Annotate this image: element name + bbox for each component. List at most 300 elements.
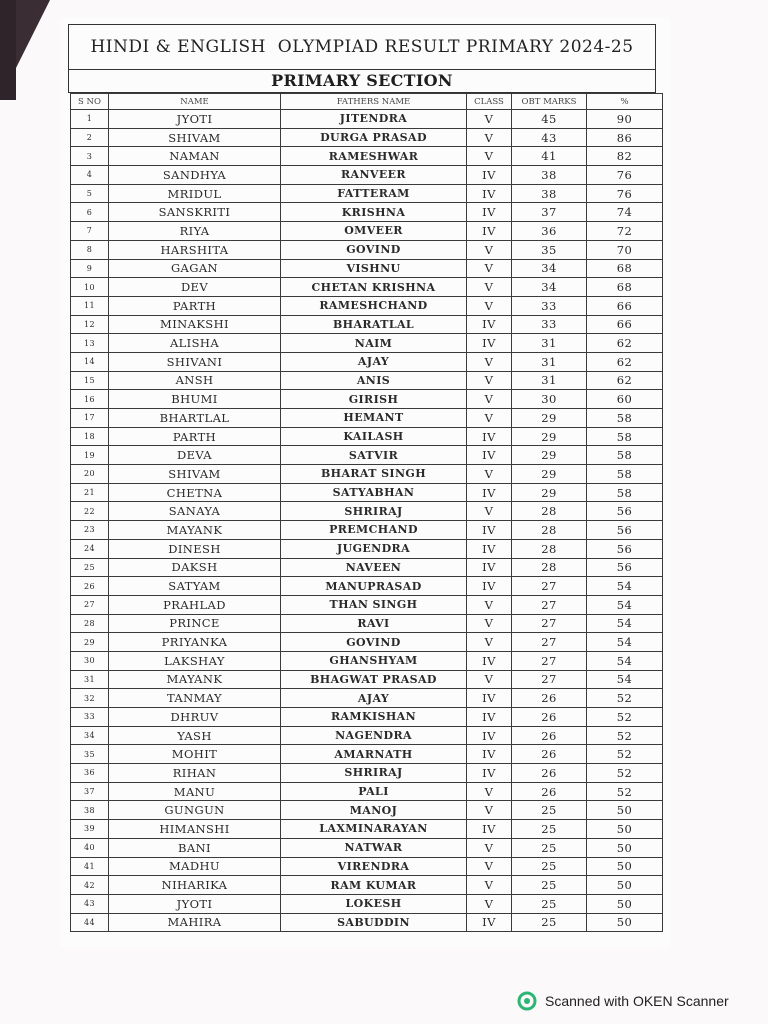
cell-father-name: JUGENDRA [281,539,467,558]
table-row [71,726,663,745]
cell-name: BHUMI [109,390,281,409]
cell-sno: 20 [71,465,109,484]
cell-percentage: 68 [587,278,663,297]
cell-sno: 33 [71,708,109,727]
table-row [71,820,663,839]
cell-sno: 2 [71,128,109,147]
table-row [71,633,663,652]
cell-percentage: 52 [587,782,663,801]
cell-percentage: 56 [587,558,663,577]
cell-class: V [467,465,512,484]
table-row [71,876,663,895]
cell-obtained-marks: 25 [512,820,587,839]
table-row [71,409,663,428]
cell-class: V [467,614,512,633]
cell-obtained-marks: 35 [512,240,587,259]
cell-father-name: PREMCHAND [281,521,467,540]
table-row [71,764,663,783]
cell-sno: 11 [71,296,109,315]
cell-sno: 34 [71,726,109,745]
cell-father-name: RAM KUMAR [281,876,467,895]
table-row [71,558,663,577]
table-row [71,128,663,147]
cell-obtained-marks: 37 [512,203,587,222]
cell-name: MRIDUL [109,184,281,203]
cell-percentage: 58 [587,465,663,484]
cell-obtained-marks: 43 [512,128,587,147]
cell-father-name: KRISHNA [281,203,467,222]
cell-sno: 28 [71,614,109,633]
table-row [71,595,663,614]
header-name: NAME [109,94,281,110]
cell-father-name: SABUDDIN [281,913,467,932]
table-row [71,184,663,203]
cell-percentage: 58 [587,427,663,446]
cell-sno: 13 [71,334,109,353]
cell-obtained-marks: 25 [512,894,587,913]
cell-sno: 24 [71,539,109,558]
cell-sno: 12 [71,315,109,334]
cell-father-name: HEMANT [281,409,467,428]
cell-sno: 41 [71,857,109,876]
cell-obtained-marks: 28 [512,539,587,558]
cell-father-name: OMVEER [281,222,467,241]
cell-sno: 44 [71,913,109,932]
table-row [71,689,663,708]
cell-percentage: 52 [587,745,663,764]
cell-sno: 3 [71,147,109,166]
cell-class: V [467,371,512,390]
table-row [71,521,663,540]
cell-class: IV [467,651,512,670]
table-row [71,334,663,353]
cell-class: V [467,801,512,820]
cell-name: MANU [109,782,281,801]
header-class: CLASS [467,94,512,110]
cell-name: MINAKSHI [109,315,281,334]
cell-father-name: SATYABHAN [281,483,467,502]
table-row [71,651,663,670]
cell-father-name: KAILASH [281,427,467,446]
cell-father-name: GOVIND [281,240,467,259]
cell-name: SANDHYA [109,166,281,185]
table-row [71,894,663,913]
cell-name: PARTH [109,427,281,446]
cell-name: MADHU [109,857,281,876]
cell-sno: 15 [71,371,109,390]
cell-class: IV [467,483,512,502]
cell-father-name: NAIM [281,334,467,353]
cell-name: DAKSH [109,558,281,577]
cell-father-name: NAGENDRA [281,726,467,745]
cell-name: MAYANK [109,521,281,540]
cell-father-name: PALI [281,782,467,801]
cell-father-name: RAVI [281,614,467,633]
table-row [71,838,663,857]
cell-percentage: 60 [587,390,663,409]
cell-percentage: 52 [587,708,663,727]
cell-name: ALISHA [109,334,281,353]
cell-obtained-marks: 33 [512,296,587,315]
cell-class: IV [467,726,512,745]
cell-sno: 10 [71,278,109,297]
cell-name: DEV [109,278,281,297]
cell-class: V [467,296,512,315]
cell-class: IV [467,334,512,353]
cell-class: IV [467,820,512,839]
cell-obtained-marks: 25 [512,913,587,932]
cell-percentage: 54 [587,595,663,614]
cell-father-name: MANUPRASAD [281,577,467,596]
cell-class: IV [467,913,512,932]
table-row [71,446,663,465]
table-row [71,577,663,596]
table-row [71,240,663,259]
cell-class: V [467,782,512,801]
cell-percentage: 76 [587,166,663,185]
cell-obtained-marks: 29 [512,427,587,446]
cell-obtained-marks: 31 [512,371,587,390]
cell-percentage: 54 [587,633,663,652]
cell-percentage: 72 [587,222,663,241]
cell-percentage: 54 [587,651,663,670]
cell-class: V [467,147,512,166]
cell-class: IV [467,427,512,446]
cell-percentage: 76 [587,184,663,203]
cell-name: PARTH [109,296,281,315]
cell-obtained-marks: 27 [512,577,587,596]
cell-percentage: 50 [587,894,663,913]
table-row [71,801,663,820]
cell-name: RIHAN [109,764,281,783]
cell-father-name: GIRISH [281,390,467,409]
cell-class: V [467,670,512,689]
cell-class: IV [467,184,512,203]
cell-class: V [467,633,512,652]
cell-percentage: 58 [587,483,663,502]
cell-percentage: 50 [587,857,663,876]
cell-obtained-marks: 27 [512,633,587,652]
table-row [71,296,663,315]
cell-percentage: 66 [587,315,663,334]
cell-father-name: RANVEER [281,166,467,185]
cell-class: V [467,894,512,913]
cell-name: LAKSHAY [109,651,281,670]
cell-name: NIHARIKA [109,876,281,895]
cell-name: DEVA [109,446,281,465]
cell-percentage: 82 [587,147,663,166]
table-row [71,352,663,371]
cell-name: HARSHITA [109,240,281,259]
cell-sno: 6 [71,203,109,222]
document-title [68,24,656,70]
table-row [71,110,663,129]
cell-percentage: 62 [587,371,663,390]
table-row [71,708,663,727]
table-row [71,222,663,241]
cell-percentage: 54 [587,614,663,633]
cell-class: V [467,390,512,409]
cell-obtained-marks: 29 [512,446,587,465]
cell-sno: 40 [71,838,109,857]
cell-class: IV [467,521,512,540]
cell-sno: 16 [71,390,109,409]
cell-sno: 43 [71,894,109,913]
cell-obtained-marks: 26 [512,726,587,745]
cell-class: IV [467,558,512,577]
table-row [71,371,663,390]
cell-class: V [467,352,512,371]
cell-name: SHIVAM [109,128,281,147]
result-table [70,93,663,932]
cell-name: BHARTLAL [109,409,281,428]
cell-percentage: 50 [587,820,663,839]
cell-obtained-marks: 25 [512,801,587,820]
cell-class: V [467,110,512,129]
cell-name: RIYA [109,222,281,241]
cell-sno: 19 [71,446,109,465]
table-row [71,259,663,278]
cell-name: MAYANK [109,670,281,689]
cell-name: GUNGUN [109,801,281,820]
cell-obtained-marks: 26 [512,708,587,727]
cell-class: IV [467,446,512,465]
cell-class: V [467,857,512,876]
cell-obtained-marks: 27 [512,595,587,614]
cell-obtained-marks: 31 [512,352,587,371]
table-row [71,147,663,166]
header-sno: S NO [71,94,109,110]
cell-class: V [467,409,512,428]
cell-percentage: 90 [587,110,663,129]
cell-sno: 17 [71,409,109,428]
cell-percentage: 86 [587,128,663,147]
cell-class: IV [467,745,512,764]
cell-obtained-marks: 38 [512,184,587,203]
cell-sno: 42 [71,876,109,895]
cell-sno: 38 [71,801,109,820]
scanner-watermark-text: Scanned with OKEN Scanner [545,993,729,1009]
table-body [71,110,663,932]
cell-name: SHIVANI [109,352,281,371]
cell-percentage: 50 [587,838,663,857]
cell-sno: 8 [71,240,109,259]
cell-father-name: SATVIR [281,446,467,465]
cell-obtained-marks: 33 [512,315,587,334]
cell-name: SHIVAM [109,465,281,484]
cell-class: V [467,838,512,857]
table-row [71,203,663,222]
cell-father-name: FATTERAM [281,184,467,203]
cell-percentage: 56 [587,502,663,521]
cell-class: IV [467,689,512,708]
cell-sno: 21 [71,483,109,502]
cell-father-name: LOKESH [281,894,467,913]
cell-sno: 4 [71,166,109,185]
cell-sno: 5 [71,184,109,203]
cell-class: IV [467,539,512,558]
cell-percentage: 62 [587,352,663,371]
table-row [71,315,663,334]
cell-class: V [467,128,512,147]
cell-sno: 39 [71,820,109,839]
page-edge-shadow [0,0,16,100]
cell-sno: 22 [71,502,109,521]
cell-sno: 9 [71,259,109,278]
cell-name: PRINCE [109,614,281,633]
cell-sno: 29 [71,633,109,652]
cell-percentage: 50 [587,913,663,932]
cell-percentage: 52 [587,764,663,783]
cell-percentage: 56 [587,521,663,540]
cell-father-name: BHAGWAT PRASAD [281,670,467,689]
cell-sno: 32 [71,689,109,708]
cell-name: JYOTI [109,894,281,913]
cell-father-name: RAMESHWAR [281,147,467,166]
table-row [71,782,663,801]
cell-name: CHETNA [109,483,281,502]
cell-name: DINESH [109,539,281,558]
cell-name: SANSKRITI [109,203,281,222]
cell-obtained-marks: 27 [512,651,587,670]
cell-name: JYOTI [109,110,281,129]
cell-name: GAGAN [109,259,281,278]
cell-father-name: MANOJ [281,801,467,820]
cell-percentage: 56 [587,539,663,558]
cell-sno: 31 [71,670,109,689]
cell-obtained-marks: 26 [512,745,587,764]
cell-obtained-marks: 34 [512,259,587,278]
cell-percentage: 74 [587,203,663,222]
document-title-text: HINDI & ENGLISH OLYMPIAD RESULT PRIMARY 2024-25 [90,37,634,57]
cell-name: ANSH [109,371,281,390]
cell-name: PRAHLAD [109,595,281,614]
cell-father-name: LAXMINARAYAN [281,820,467,839]
table-row [71,465,663,484]
cell-sno: 26 [71,577,109,596]
cell-father-name: VIRENDRA [281,857,467,876]
cell-father-name: NAVEEN [281,558,467,577]
cell-name: DHRUV [109,708,281,727]
cell-class: IV [467,764,512,783]
cell-class: V [467,259,512,278]
cell-father-name: JITENDRA [281,110,467,129]
cell-name: BANI [109,838,281,857]
cell-name: SANAYA [109,502,281,521]
cell-obtained-marks: 30 [512,390,587,409]
cell-sno: 35 [71,745,109,764]
cell-father-name: AMARNATH [281,745,467,764]
cell-father-name: DURGA PRASAD [281,128,467,147]
cell-obtained-marks: 34 [512,278,587,297]
cell-father-name: CHETAN KRISHNA [281,278,467,297]
table-row [71,913,663,932]
cell-obtained-marks: 45 [512,110,587,129]
cell-class: V [467,595,512,614]
cell-percentage: 66 [587,296,663,315]
cell-sno: 27 [71,595,109,614]
cell-father-name: GHANSHYAM [281,651,467,670]
cell-percentage: 62 [587,334,663,353]
cell-obtained-marks: 28 [512,521,587,540]
cell-name: SATYAM [109,577,281,596]
cell-obtained-marks: 25 [512,857,587,876]
cell-father-name: ANIS [281,371,467,390]
cell-father-name: AJAY [281,689,467,708]
cell-name: MOHIT [109,745,281,764]
table-row [71,614,663,633]
cell-class: IV [467,166,512,185]
cell-percentage: 68 [587,259,663,278]
cell-name: YASH [109,726,281,745]
cell-father-name: BHARAT SINGH [281,465,467,484]
cell-father-name: SHRIRAJ [281,764,467,783]
cell-class: IV [467,203,512,222]
cell-name: TANMAY [109,689,281,708]
header-father-name: FATHERS NAME [281,94,467,110]
cell-obtained-marks: 27 [512,614,587,633]
cell-obtained-marks: 26 [512,689,587,708]
cell-father-name: NATWAR [281,838,467,857]
cell-class: V [467,278,512,297]
cell-sno: 30 [71,651,109,670]
cell-percentage: 52 [587,726,663,745]
cell-father-name: BHARATLAL [281,315,467,334]
cell-obtained-marks: 29 [512,465,587,484]
table-row [71,745,663,764]
cell-father-name: GOVIND [281,633,467,652]
cell-class: V [467,240,512,259]
cell-obtained-marks: 38 [512,166,587,185]
cell-father-name: SHRIRAJ [281,502,467,521]
cell-percentage: 50 [587,801,663,820]
cell-class: IV [467,577,512,596]
cell-name: HIMANSHI [109,820,281,839]
cell-obtained-marks: 28 [512,502,587,521]
cell-percentage: 58 [587,409,663,428]
cell-father-name: THAN SINGH [281,595,467,614]
cell-percentage: 54 [587,670,663,689]
cell-name: PRIYANKA [109,633,281,652]
cell-obtained-marks: 25 [512,838,587,857]
cell-obtained-marks: 41 [512,147,587,166]
cell-percentage: 54 [587,577,663,596]
table-row [71,427,663,446]
header-obtained-marks: OBT MARKS [512,94,587,110]
cell-sno: 18 [71,427,109,446]
cell-class: IV [467,708,512,727]
cell-percentage: 70 [587,240,663,259]
cell-obtained-marks: 36 [512,222,587,241]
cell-father-name: RAMKISHAN [281,708,467,727]
table-row [71,502,663,521]
table-header-row [71,94,663,110]
cell-class: IV [467,315,512,334]
cell-percentage: 50 [587,876,663,895]
cell-name: MAHIRA [109,913,281,932]
table-row [71,278,663,297]
header-percentage: % [587,94,663,110]
scanner-watermark [517,990,729,1012]
section-heading-text: PRIMARY SECTION [271,71,453,90]
cell-sno: 7 [71,222,109,241]
table-row [71,857,663,876]
cell-class: IV [467,222,512,241]
section-heading [68,69,656,93]
cell-obtained-marks: 25 [512,876,587,895]
cell-sno: 37 [71,782,109,801]
cell-sno: 36 [71,764,109,783]
